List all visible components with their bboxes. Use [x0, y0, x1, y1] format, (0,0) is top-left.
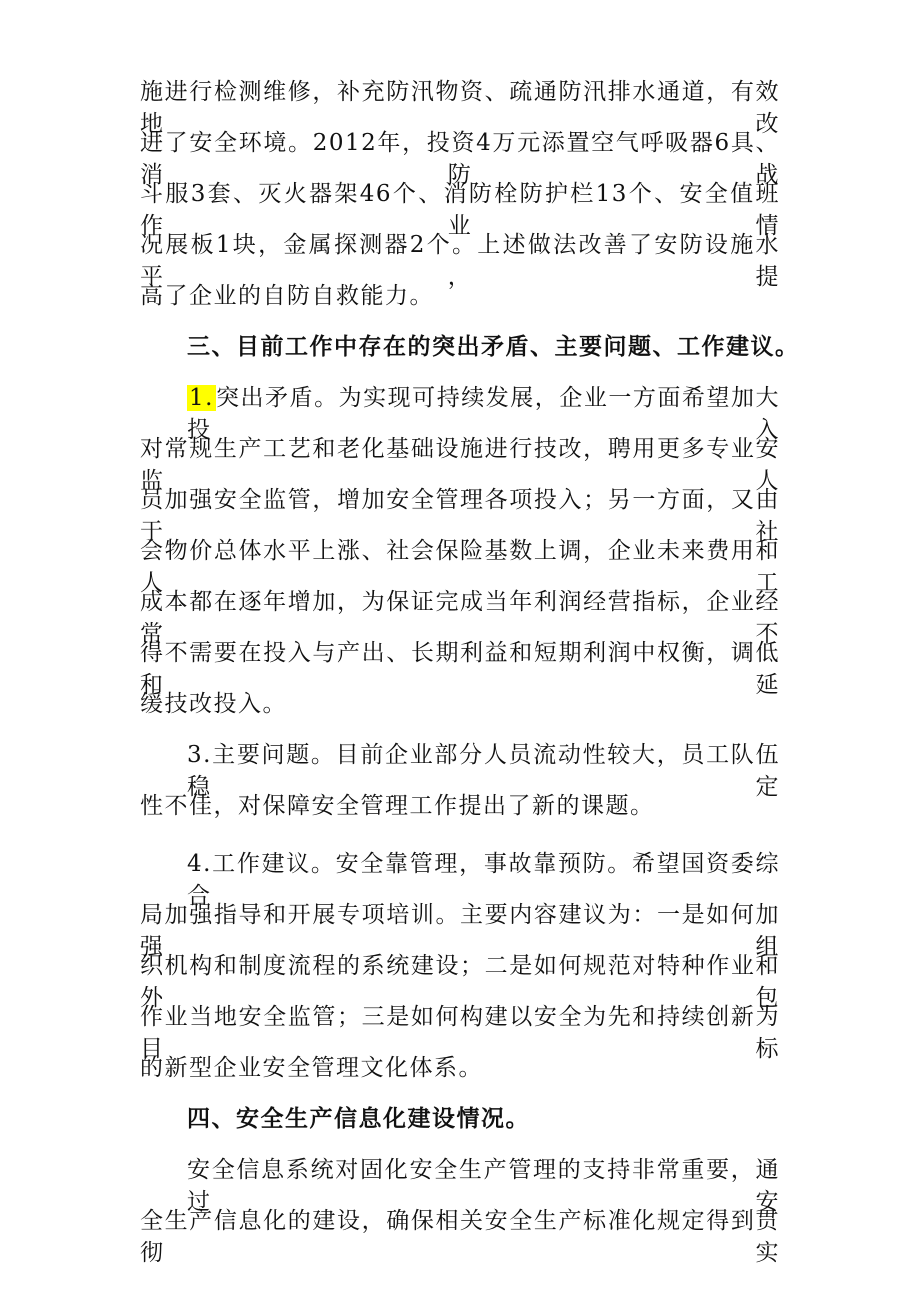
- paragraph-line: 员加强安全监管，增加安全管理各项投入；另一方面，又由于社: [140, 487, 780, 545]
- paragraph-line: 得不需要在投入与产出、长期利益和短期利润中权衡，调低和延: [140, 640, 780, 698]
- paragraph-line: 高了企业的自防自救能力。: [140, 283, 434, 309]
- paragraph-line: 进了安全环境。2012年，投资4万元添置空气呼吸器6具、消防战: [140, 130, 780, 188]
- paragraph-line: 性不佳，对保障安全管理工作提出了新的课题。: [140, 793, 655, 819]
- section-heading-4: 四、安全生产信息化建设情况。: [187, 1106, 530, 1132]
- paragraph-line: 局加强指导和开展专项培训。主要内容建议为：一是如何加强组: [140, 902, 780, 960]
- paragraph-line: 的新型企业安全管理文化体系。: [140, 1055, 483, 1081]
- paragraph-line: 全生产信息化的建设，确保相关安全生产标准化规定得到贯彻实: [140, 1208, 780, 1266]
- highlighted-number: 1.: [189, 385, 214, 411]
- paragraph-line: 斗服3套、灭火器架46个、消防栓防护栏13个、安全值班作业情: [140, 181, 780, 239]
- paragraph-line: 缓技改投入。: [140, 691, 287, 717]
- paragraph-line: 织机构和制度流程的系统建设；二是如何规范对特种作业和外包: [140, 953, 780, 1011]
- paragraph-line: 况展板1块，金属探测器2个。上述做法改善了安防设施水平，提: [140, 232, 780, 290]
- paragraph-line: 会物价总体水平上涨、社会保险基数上调，企业未来费用和人工: [140, 538, 780, 596]
- paragraph-line: [187, 382, 780, 443]
- paragraph-line: 对常规生产工艺和老化基础设施进行技改，聘用更多专业安监人: [140, 436, 780, 494]
- paragraph-line: 施进行检测维修，补充防汛物资、疏通防汛排水通道，有效地改: [140, 79, 780, 137]
- paragraph-line: 作业当地安全监管；三是如何构建以安全为先和持续创新为目标: [140, 1004, 780, 1062]
- paragraph-line: 成本都在逐年增加，为保证完成当年利润经营指标，企业经常不: [140, 589, 780, 647]
- paragraph-line-text: 突出矛盾。为实现可持续发展，企业一方面希望加大投入: [187, 385, 780, 443]
- section-heading-3: 三、目前工作中存在的突出矛盾、主要问题、工作建议。: [187, 334, 800, 360]
- paragraph-line: 安全信息系统对固化安全生产管理的支持非常重要，通过安: [187, 1157, 780, 1215]
- paragraph-line: 4.工作建议。安全靠管理，事故靠预防。希望国资委综合: [187, 851, 780, 909]
- paragraph-line: 3.主要问题。目前企业部分人员流动性较大，员工队伍稳定: [187, 742, 780, 800]
